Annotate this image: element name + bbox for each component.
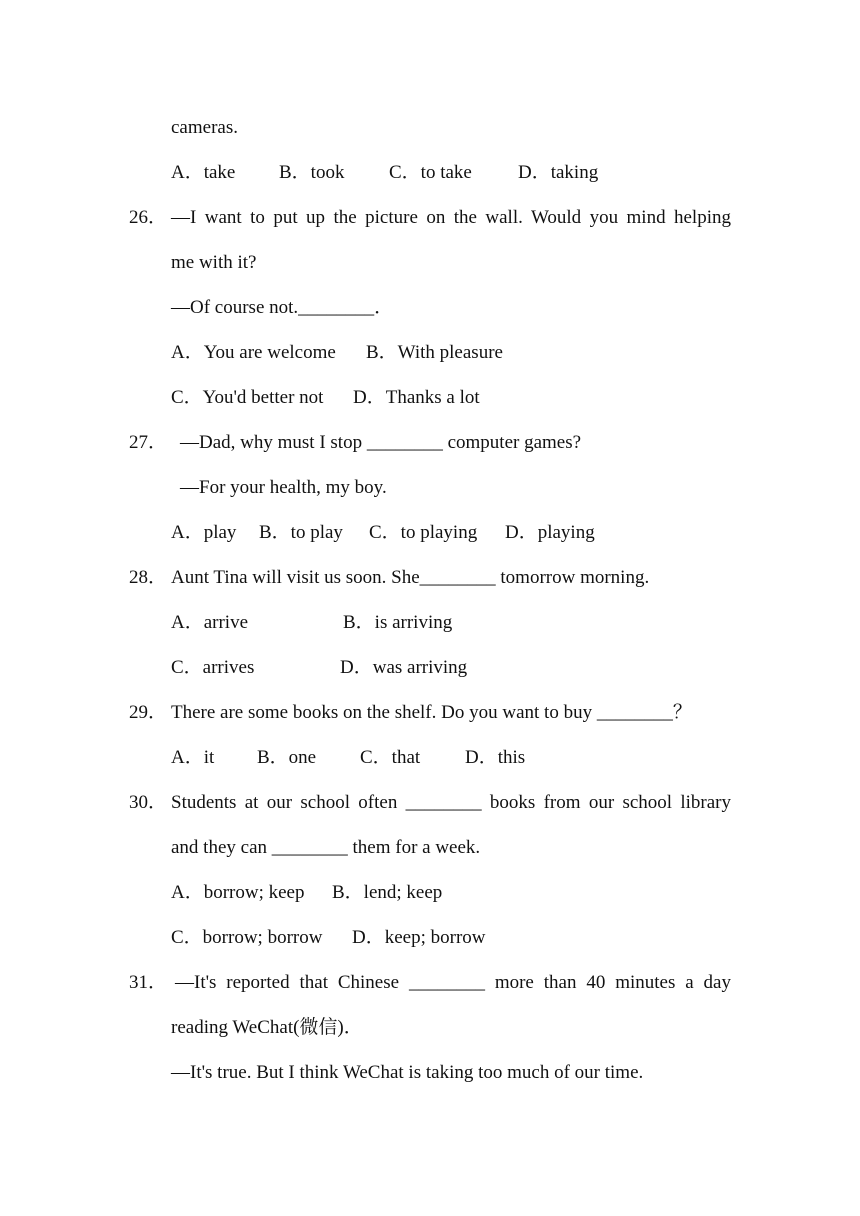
q30-option-d: D．keep; borrow	[352, 927, 486, 948]
q26-option-a: A．You are welcome	[171, 342, 336, 363]
q25-tail: cameras.	[171, 117, 238, 138]
q27-option-a: A．play	[171, 522, 237, 543]
q26-number: 26．	[129, 207, 168, 228]
q28-option-a: A．arrive	[171, 612, 249, 633]
q26-option-b: B．With pleasure	[366, 342, 503, 363]
q29-option-b: B．one	[257, 747, 317, 768]
q27-option-b: B．to play	[259, 522, 343, 543]
q30-option-b: B．lend; keep	[332, 882, 443, 903]
q29-option-d: D．this	[465, 747, 526, 768]
q27-option-c: C．to playing	[369, 522, 478, 543]
q26-question-line1: —I want to put up the picture on the wall. Would you mind helping	[171, 207, 731, 228]
q25-option-b: B．took	[279, 162, 345, 183]
q30-option-c: C．borrow; borrow	[171, 927, 323, 948]
q26-option-d: D．Thanks a lot	[353, 387, 480, 408]
q28-number: 28．	[129, 567, 168, 588]
q27-question: —Dad, why must I stop ________ computer games?	[180, 432, 582, 453]
q29-question: There are some books on the shelf. Do you want to buy ________？	[171, 702, 692, 723]
q28-option-b: B．is arriving	[343, 612, 453, 633]
q25-option-c: C．to take	[389, 162, 472, 183]
q29-number: 29．	[129, 702, 168, 723]
q29-option-c: C．that	[360, 747, 421, 768]
q27-reply: —For your health, my boy.	[180, 477, 387, 498]
q30-question-line2: and they can ________ them for a week.	[171, 837, 481, 858]
q25-option-a: A．take	[171, 162, 236, 183]
q31-question-line2: reading WeChat(微信)．	[171, 1017, 363, 1038]
q28-option-d: D．was arriving	[340, 657, 468, 678]
q31-reply: —It's true. But I think WeChat is taking too much of our time.	[171, 1062, 644, 1083]
q28-option-c: C．arrives	[171, 657, 255, 678]
q29-option-a: A．it	[171, 747, 215, 768]
q27-option-d: D．playing	[505, 522, 595, 543]
q26-option-c: C．You'd better not	[171, 387, 324, 408]
q30-number: 30．	[129, 792, 168, 813]
q31-question-line1: —It's reported that Chinese ________ more than 40 minutes a day	[175, 972, 731, 993]
q30-option-a: A．borrow; keep	[171, 882, 305, 903]
q31-number: 31．	[129, 972, 168, 993]
q25-option-d: D．taking	[518, 162, 599, 183]
q28-question: Aunt Tina will visit us soon. She________ tomorrow morning.	[171, 567, 650, 588]
q26-question-line2: me with it?	[171, 252, 257, 273]
q27-number: 27．	[129, 432, 168, 453]
q30-question-line1: Students at our school often ________ books from our school library	[171, 792, 731, 813]
q26-reply: —Of course not.________．	[171, 297, 394, 318]
